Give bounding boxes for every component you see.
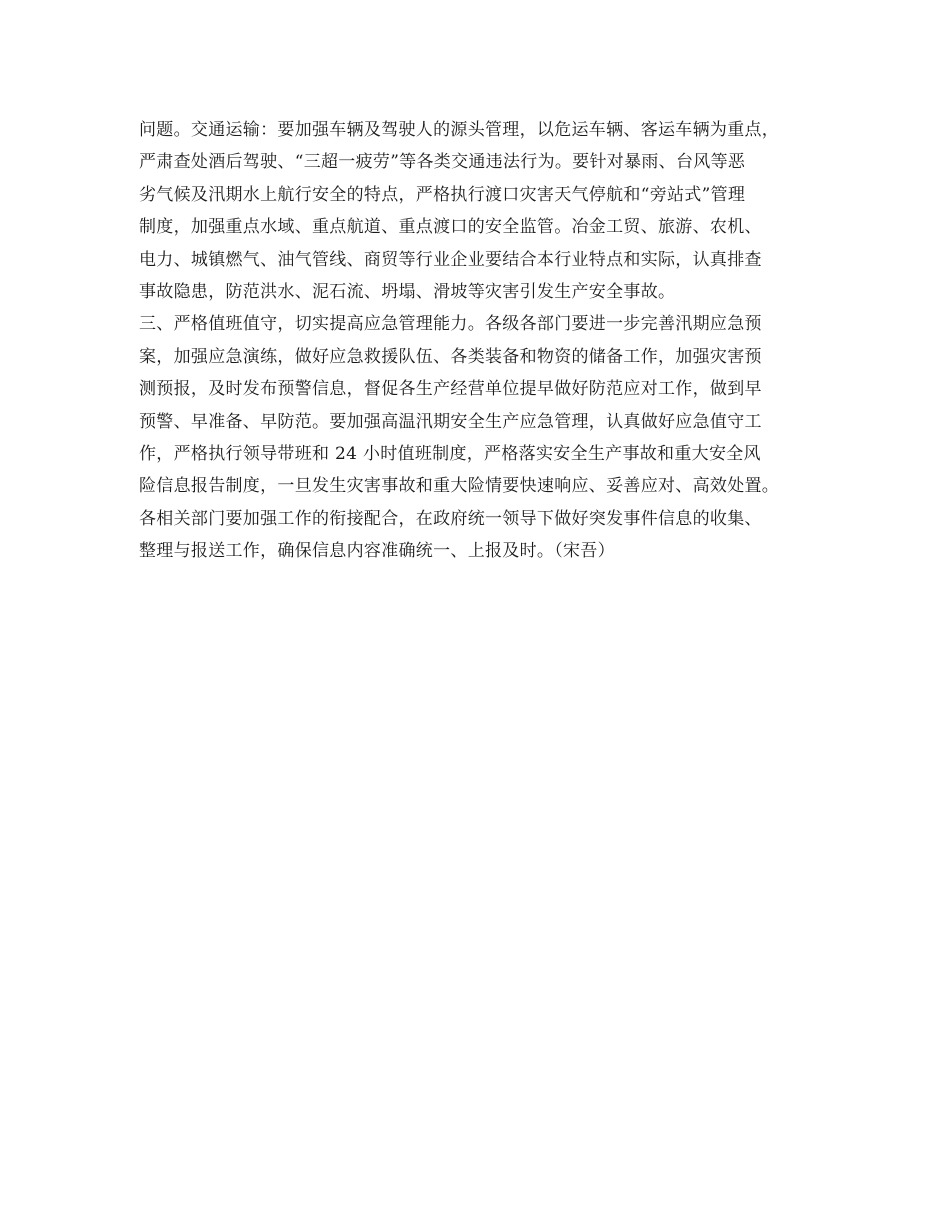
section-heading-line: 三、严格值班值守，切实提高应急管理能力。各级各部门要进一步完善汛期应急预 [139, 314, 762, 335]
text-line: 事故隐患，防范洪水、泥石流、坍塌、滑坡等灾害引发生产安全事故。 [139, 281, 676, 302]
text-line: 预警、早准备、早防范。要加强高温汛期安全生产应急管理，认真做好应急值守工 [139, 411, 762, 432]
text-line: 作，严格执行领导带班和 24 小时值班制度，严格落实安全生产事故和重大安全风 [139, 443, 761, 464]
text-line: 险信息报告制度，一旦发生灾害事故和重大险情要快速响应、妥善应对、高效处置。 [139, 476, 780, 497]
text-line: 劣气候及汛期水上航行安全的特点，严格执行渡口灾害天气停航和“旁站式”管理 [139, 184, 746, 205]
text-line: 案，加强应急演练，做好应急救援队伍、各类装备和物资的储备工作，加强灾害预 [139, 346, 762, 367]
text-line: 问题。交通运输：要加强车辆及驾驶人的源头管理，以危运车辆、客运车辆为重点， [139, 120, 780, 140]
body-text [139, 114, 829, 567]
text-line: 整理与报送工作，确保信息内容准确统一、上报及时。（宋吾） [139, 541, 615, 562]
text-line: 电力、城镇燃气、油气管线、商贸等行业企业要结合本行业特点和实际，认真排查 [139, 249, 762, 270]
text-line: 各相关部门要加强工作的衔接配合，在政府统一领导下做好突发事件信息的收集、 [139, 508, 762, 529]
text-line: 严肃查处酒后驾驶、“三超一疲劳”等各类交通违法行为。要针对暴雨、台风等恶 [139, 152, 746, 173]
text-line: 测预报，及时发布预警信息，督促各生产经营单位提早做好防范应对工作，做到早 [139, 379, 762, 400]
text-line: 制度，加强重点水域、重点航道、重点渡口的安全监管。冶金工贸、旅游、农机、 [139, 217, 762, 238]
